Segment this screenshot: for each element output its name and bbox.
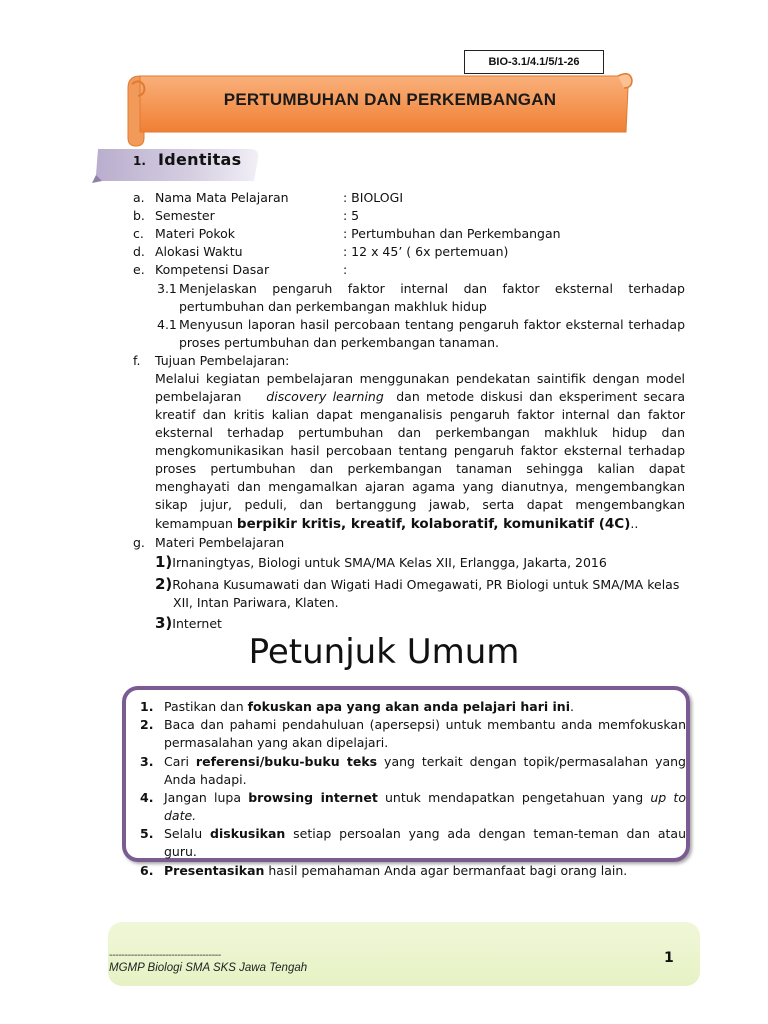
tujuan-4c: berpikir kritis, kreatif, kolaboratif, komunikatif (4C)	[236, 516, 631, 532]
instruction-plain: setiap persoalan yang ada dengan teman-teman dan atau	[285, 826, 686, 841]
tujuan-line: kreatif dan kritis kalian dapat menganalisis pengaruh faktor internal dan faktor	[155, 407, 685, 422]
row-label: Nama Mata Pelajaran	[155, 190, 289, 205]
tujuan-line: Melalui kegiatan pembelajaran menggunakan pendekatan saintifik dengan model	[155, 371, 685, 386]
section-title: Identitas	[158, 150, 242, 169]
instruction-text	[164, 790, 686, 805]
instruction-number: 4.	[140, 790, 154, 805]
document-code: BIO-3.1/4.1/5/1-26	[464, 50, 604, 74]
row-label: Tujuan Pembelajaran:	[155, 353, 290, 368]
row-label: Materi Pembelajaran	[155, 535, 285, 550]
instruction-number: 3.	[140, 754, 154, 769]
instruction-text: Baca dan pahami pendahuluan (apersepsi) untuk membantu anda memfokuskan	[164, 717, 686, 732]
petunjuk-title: Petunjuk Umum	[248, 632, 520, 672]
row-value: :	[343, 262, 348, 277]
instruction-bold: diskusikan	[210, 826, 286, 841]
footer-divider: ------------------------------------	[109, 950, 221, 961]
reference-item-continued: XII, Intan Pariwara, Klaten.	[173, 595, 339, 610]
reference-number: 2)	[155, 575, 173, 593]
kd-number: 3.1	[157, 281, 177, 296]
instruction-bold: fokuskan apa yang akan anda pelajari hari ini	[247, 699, 570, 714]
row-label: Semester	[155, 208, 215, 223]
instruction-number: 5.	[140, 826, 154, 841]
tujuan-line: eksternal terhadap pertumbuhan dan perkembangan makhluk hidup dan	[155, 425, 685, 440]
instruction-text	[164, 699, 686, 714]
instruction-plain: Pastikan dan	[164, 699, 248, 714]
row-label: Alokasi Waktu	[155, 244, 243, 259]
instruction-number: 6.	[140, 863, 154, 878]
row-letter: c.	[133, 226, 144, 241]
tujuan-line: proses pertumbuhan dan perkembangan tanaman sehingga kalian dapat	[155, 461, 685, 476]
tujuan-text: dan metode diskusi dan eksperiment secara	[396, 389, 685, 404]
tujuan-line: mengkomunikasikan hasil percobaan tentang pengaruh faktor eksternal terhadap	[155, 443, 685, 458]
instruction-text	[164, 754, 686, 769]
page-title: PERTUMBUHAN DAN PERKEMBANGAN	[223, 90, 557, 109]
row-label: Materi Pokok	[155, 226, 236, 241]
reference-item	[155, 575, 679, 593]
instruction-bold: browsing internet	[248, 790, 378, 805]
instruction-bold: Presentasikan	[164, 863, 265, 878]
reference-item	[155, 614, 222, 632]
tujuan-emphasis: discovery learning	[266, 389, 384, 404]
instruction-plain: untuk mendapatkan pengetahuan yang	[377, 790, 651, 805]
instruction-bold: referensi/buku-buku teks	[195, 754, 378, 769]
kd-number: 4.1	[157, 317, 177, 332]
instruction-text	[164, 863, 686, 878]
instruction-emphasis: up to	[650, 790, 686, 805]
tujuan-text: pembelajaran	[155, 389, 242, 404]
reference-number: 1)	[155, 553, 173, 571]
instruction-text: permasalahan yang akan dipelajari.	[164, 735, 389, 750]
row-letter: a.	[133, 190, 145, 205]
instruction-plain: Cari	[164, 754, 196, 769]
tujuan-line	[155, 389, 685, 404]
instruction-text	[164, 826, 686, 841]
kd-text: pertumbuhan dan perkembangan makhluk hidup	[179, 299, 487, 314]
row-letter: e.	[133, 262, 145, 277]
instruction-text: guru.	[164, 844, 197, 859]
tujuan-text: ..	[630, 516, 639, 531]
instruction-plain: hasil pemahaman Anda agar bermanfaat bagi orang lain.	[264, 863, 628, 878]
row-value: : Pertumbuhan dan Perkembangan	[343, 226, 561, 241]
section-number: 1.	[133, 154, 146, 168]
tujuan-line: sikap jujur, peduli, dan bertanggung jawab, serta dapat mengembangkan	[155, 497, 685, 512]
row-value: : BIOLOGI	[343, 190, 404, 205]
instruction-plain: yang terkait dengan topik/permasalahan yang	[377, 754, 686, 769]
instruction-plain: Jangan lupa	[164, 790, 249, 805]
page-number: 1	[664, 950, 674, 966]
row-value: : 5	[343, 208, 360, 223]
reference-item	[155, 553, 607, 571]
instruction-plain: .	[570, 699, 574, 714]
row-letter: b.	[133, 208, 145, 223]
tujuan-text: kemampuan	[155, 516, 237, 531]
tujuan-line: menghayati dan mengamalkan ajaran agama yang dianutnya, mengembangkan	[155, 479, 685, 494]
instruction-emphasis: date.	[164, 808, 197, 823]
instruction-text: Anda hadapi.	[164, 772, 247, 787]
reference-number: 3)	[155, 614, 173, 632]
kd-text: Menjelaskan pengaruh faktor internal dan faktor eksternal terhadap	[179, 281, 685, 296]
instruction-number: 2.	[140, 717, 154, 732]
footer-text: MGMP Biologi SMA SKS Jawa Tengah	[109, 962, 308, 974]
row-value: : 12 x 45’ ( 6x pertemuan)	[343, 244, 509, 259]
instruction-number: 1.	[140, 699, 154, 714]
reference-text: Internet	[172, 616, 222, 631]
reference-text: Rohana Kusumawati dan Wigati Hadi Omegawati, PR Biologi untuk SMA/MA kelas	[172, 577, 680, 592]
tujuan-line	[155, 516, 685, 532]
row-label: Kompetensi Dasar	[155, 262, 270, 277]
kd-text: Menyusun laporan hasil percobaan tentang pengaruh faktor eksternal terhadap	[179, 317, 685, 332]
row-letter: f.	[133, 353, 141, 368]
kd-text: proses pertumbuhan dan perkembangan tanaman.	[179, 335, 500, 350]
row-letter: g.	[133, 535, 145, 550]
row-letter: d.	[133, 244, 145, 259]
reference-text: Irnaningtyas, Biologi untuk SMA/MA Kelas XII, Erlangga, Jakarta, 2016	[172, 555, 607, 570]
instruction-plain: Selalu	[164, 826, 211, 841]
